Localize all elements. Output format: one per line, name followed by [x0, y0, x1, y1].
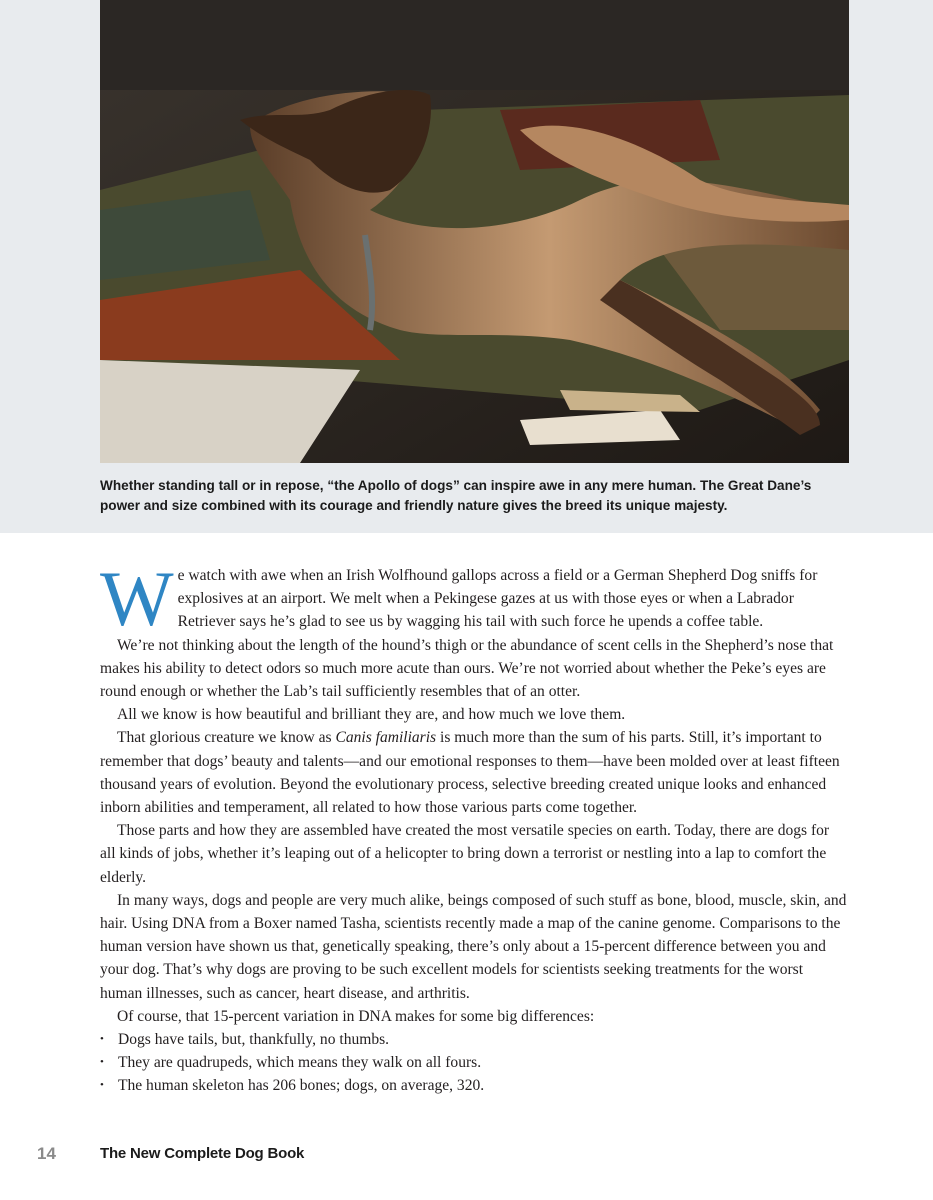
bullet-icon: •: [100, 1056, 104, 1069]
bullet-icon: •: [100, 1079, 104, 1092]
running-footer-title: The New Complete Dog Book: [100, 1145, 305, 1162]
page-number: 14: [37, 1144, 56, 1163]
drop-cap: W: [100, 555, 174, 642]
photo-caption: Whether standing tall or in repose, “the Apollo of dogs” can inspire awe in any mere human. The Great Dane’s power and size combined with its courage and friendly nature gives the breed its unique majesty.: [100, 478, 812, 513]
list-item: • The human skeleton has 206 bones; dogs, on average, 320.: [100, 1074, 847, 1097]
paragraph: Of course, that 15-percent variation in DNA makes for some big differences:: [117, 1007, 595, 1025]
bullet-icon: •: [100, 1033, 104, 1046]
article-body: [100, 555, 847, 1098]
list-item: • They are quadrupeds, which means they walk on all fours.: [100, 1051, 847, 1074]
list-item: • Dogs have tails, but, thankfully, no thumbs.: [100, 1028, 847, 1051]
paragraph: All we know is how beautiful and brilliant they are, and how much we love them.: [117, 706, 626, 724]
bullet-list: [100, 1028, 847, 1098]
paragraph: Those parts and how they are assembled have created the most versatile species on earth. Today, there are dogs for all kinds of jobs, whether it’s leaping out of a helicopter to bring down a terrorist or nestling into a lap to comfort the elderly.: [100, 822, 830, 886]
paragraph: We’re not thinking about the length of the hound’s thigh or the abundance of scent cells in the Shepherd’s nose that makes his ability to detect odors so much more acute than ours. We’re not worried about whether the Peke’s eyes are round enough or whether the Lab’s tail sufficiently resembles that of an otter.: [100, 636, 834, 701]
great-dane-photo: [100, 0, 849, 463]
paragraph: That glorious creature we know as Canis familiaris is much more than the sum of his parts. Still, it’s important to remember that dogs’ beauty and talents—and our emotional responses to them—have been molded over at least fifteen thousand years of evolution. Beyond the evolutionary process, selective breeding created unique looks and enhanced inborn abilities and temperament, all related to how those various parts come together.: [100, 729, 840, 817]
scientific-name: Canis familiaris: [335, 729, 437, 747]
paragraph: We watch with awe when an Irish Wolfhound gallops across a field or a German Shepherd Dog sniffs for explosives at an airport. We melt when a Pekingese gazes at us with those eyes or when a Labrador Retriever says he’s glad to see us by wagging his tail with such force he upends a coffee table.: [100, 555, 818, 642]
paragraph: In many ways, dogs and people are very much alike, beings composed of such stuff as bone, blood, muscle, skin, and hair. Using DNA from a Boxer named Tasha, scientists recently made a map of the canine genome. Comparisons to the human version have shown us that, genetically speaking, there’s only about a 15-percent difference between you and your dog. That’s why dogs are proving to be such excellent models for scientists seeking treatments for the worst human illnesses, such as cancer, heart disease, and arthritis.: [100, 891, 847, 1002]
